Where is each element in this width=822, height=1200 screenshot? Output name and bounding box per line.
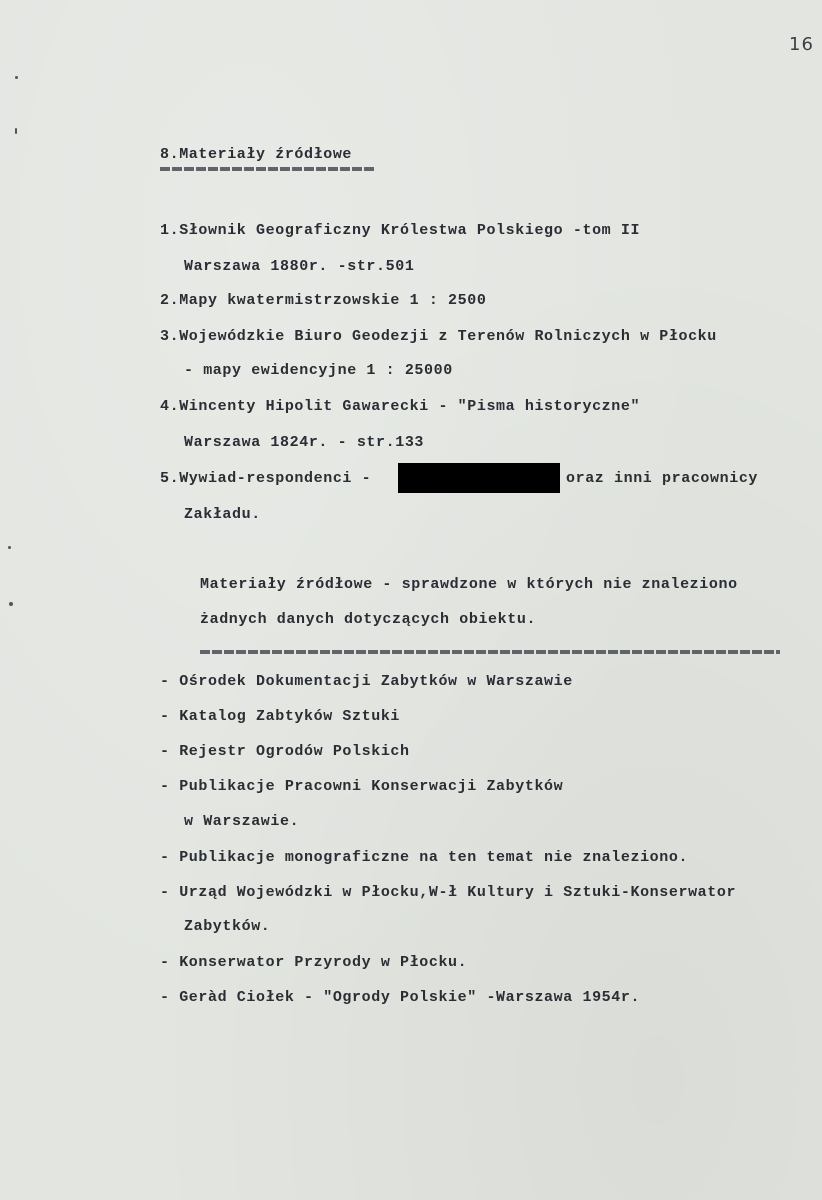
checked-item-6: - Urząd Wojewódzki w Płocku,W-ł Kultury i Sztuki-Konserwator: [160, 884, 737, 901]
source-item-1-continuation: Warszawa 1880r. -str.501: [184, 258, 415, 275]
source-item-1: 1.Słownik Geograficzny Królestwa Polskiego -tom II: [160, 222, 641, 239]
source-item-5-after-redaction: oraz inni pracownicy: [566, 470, 759, 487]
intro-underline: [200, 650, 780, 654]
source-item-5: 5.Wywiad-respondenci -: [160, 470, 372, 487]
checked-item-2: - Katalog Zabtyków Sztuki: [160, 708, 401, 725]
source-item-2: 2.Mapy kwatermistrzowskie 1 : 2500: [160, 292, 487, 309]
checked-item-5: - Publikacje monograficzne na ten temat nie znaleziono.: [160, 849, 689, 866]
scan-speck: [8, 546, 11, 549]
section-heading: 8.Materiały źródłowe: [160, 146, 353, 163]
checked-item-3: - Rejestr Ogrodów Polskich: [160, 743, 410, 760]
checked-sources-intro-line-2: żadnych danych dotyczących obiektu.: [200, 611, 537, 628]
scan-speck: [9, 602, 13, 606]
source-item-5-continuation: Zakładu.: [184, 506, 261, 523]
redaction-bar: [398, 463, 560, 493]
checked-item-6-continuation: Zabytków.: [184, 918, 271, 935]
scan-speck: [15, 76, 18, 79]
scan-speck: [15, 128, 17, 134]
checked-item-7: - Konserwator Przyrody w Płocku.: [160, 954, 468, 971]
source-item-3-continuation: - mapy ewidencyjne 1 : 25000: [184, 362, 453, 379]
source-item-4-continuation: Warszawa 1824r. - str.133: [184, 434, 425, 451]
checked-item-1: - Ośrodek Dokumentacji Zabytków w Warszawie: [160, 673, 573, 690]
source-item-4: 4.Wincenty Hipolit Gawarecki - "Pisma historyczne": [160, 398, 641, 415]
handwritten-page-number: 16: [789, 34, 814, 55]
heading-underline: [160, 167, 374, 171]
checked-item-8: - Geràd Ciołek - "Ogrody Polskie" -Warszawa 1954r.: [160, 989, 641, 1006]
checked-item-4: - Publikacje Pracowni Konserwacji Zabytków: [160, 778, 564, 795]
source-item-3: 3.Wojewódzkie Biuro Geodezji z Terenów Rolniczych w Płocku: [160, 328, 717, 345]
checked-item-4-continuation: w Warszawie.: [184, 813, 300, 830]
checked-sources-intro-line-1: Materiały źródłowe - sprawdzone w których nie znaleziono: [200, 576, 738, 593]
